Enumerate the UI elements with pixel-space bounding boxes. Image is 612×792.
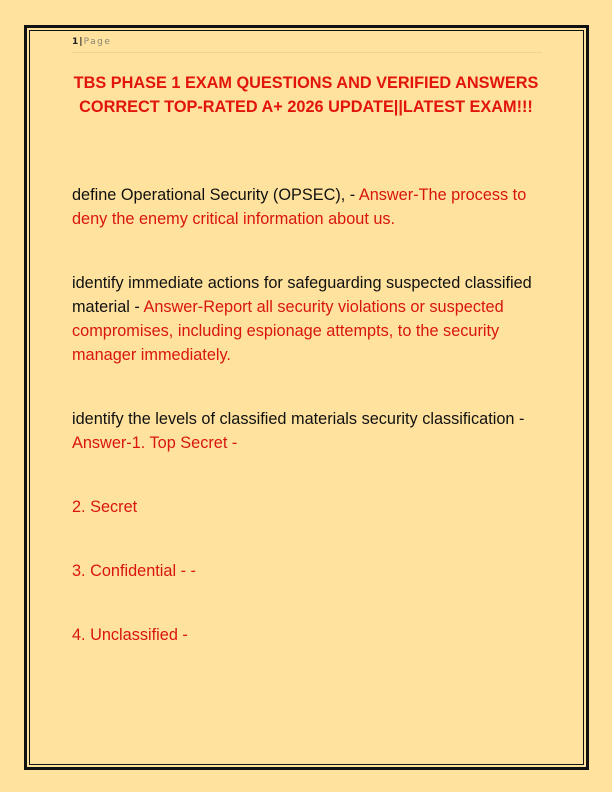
question-text: identify immediate actions for safeguarding suspected classified material - [72,274,532,316]
list-item: 3. Confidential - - [72,562,196,580]
page-number: 1 [72,37,79,47]
list-item: 4. Unclassified - [72,626,188,644]
list-item: 2. Secret [72,498,138,516]
qa-block [72,271,552,367]
page-label: Page [83,37,112,47]
answer-text: Answer-1. Top Secret - [72,434,238,452]
document-title: TBS PHASE 1 EXAM QUESTIONS AND VERIFIED ANSWERS CORRECT TOP-RATED A+ 2026 UPDATE||LATEST EXAM!!! [73,74,539,116]
page-header [72,37,542,53]
qa-block [72,183,552,231]
question-text: identify the levels of classified materials security classification - [72,410,525,428]
answer-text: Answer-The process to deny the enemy critical information about us. [72,186,527,228]
qa-block [72,407,552,455]
question-text: define Operational Security (OPSEC), - [72,186,359,204]
answer-text: Answer-Report all security violations or suspected compromises, including espionage attempts, to the security manager immediately. [72,298,504,364]
page-border-inner [29,30,584,765]
header-separator: | [79,37,83,47]
